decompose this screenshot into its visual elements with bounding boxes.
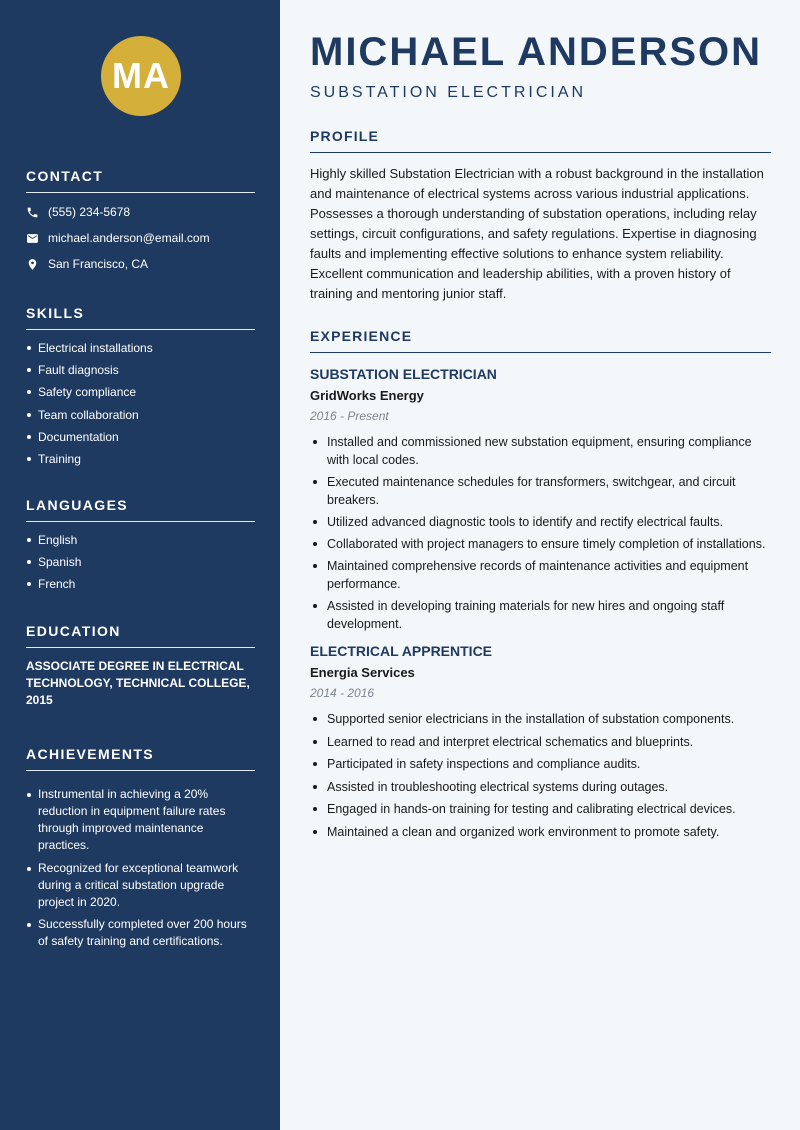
candidate-name: MICHAEL ANDERSON xyxy=(310,30,763,74)
profile-heading: PROFILE xyxy=(310,128,771,153)
skill-item: Training xyxy=(26,448,255,470)
job-entry xyxy=(310,643,771,841)
job-bullet: Assisted in troubleshooting electrical systems during outages. xyxy=(310,778,771,796)
experience-heading: EXPERIENCE xyxy=(310,328,771,353)
languages-list xyxy=(26,529,255,596)
sidebar xyxy=(0,0,280,1130)
experience-section xyxy=(310,328,771,845)
job-bullets xyxy=(310,710,771,841)
education-degree: ASSOCIATE DEGREE IN ELECTRICAL TECHNOLOGY, TECHNICAL COLLEGE, 2015 xyxy=(26,659,250,707)
skills-heading: SKILLS xyxy=(26,305,255,330)
language-item: Spanish xyxy=(26,551,255,573)
achievements-heading: ACHIEVEMENTS xyxy=(26,746,255,771)
job-bullet: Collaborated with project managers to ensure timely completion of installations. xyxy=(310,535,771,553)
profile-section xyxy=(310,128,771,304)
job-role: ELECTRICAL APPRENTICE xyxy=(310,643,493,659)
skills-section xyxy=(26,305,255,470)
skill-item: Fault diagnosis xyxy=(26,359,255,381)
contact-phone-text[interactable]: (555) 234-5678 xyxy=(48,205,131,219)
achievement-item: Instrumental in achieving a 20% reduction in equipment failure rates through improved maintenance practices. xyxy=(26,786,255,854)
avatar xyxy=(101,36,181,116)
job-bullet: Utilized advanced diagnostic tools to identify and rectify electrical faults. xyxy=(310,513,771,531)
job-bullet: Maintained comprehensive records of maintenance activities and equipment performance. xyxy=(310,557,771,593)
job-company: Energia Services xyxy=(310,665,415,680)
job-entry xyxy=(310,366,771,633)
contact-heading: CONTACT xyxy=(26,168,255,193)
skill-item: Safety compliance xyxy=(26,381,255,403)
job-bullet: Executed maintenance schedules for transformers, switchgear, and circuit breakers. xyxy=(310,473,771,509)
job-bullet: Participated in safety inspections and compliance audits. xyxy=(310,755,771,773)
education-heading: EDUCATION xyxy=(26,623,255,648)
contact-location xyxy=(26,251,255,277)
job-bullets xyxy=(310,433,771,633)
job-bullet: Maintained a clean and organized work environment to promote safety. xyxy=(310,823,771,841)
contact-section xyxy=(26,168,255,277)
avatar-initials: MA xyxy=(112,55,170,96)
job-bullet: Supported senior electricians in the installation of substation components. xyxy=(310,710,771,728)
job-bullet: Engaged in hands-on training for testing and calibrating electrical devices. xyxy=(310,800,771,818)
achievement-item: Recognized for exceptional teamwork during a critical substation upgrade project in 2020. xyxy=(26,860,255,911)
achievements-list xyxy=(26,786,255,950)
language-item: French xyxy=(26,573,255,595)
profile-text: Highly skilled Substation Electrician with a robust background in the installation and maintenance of electrical systems across various industrial applications. Possesses a thorough understanding of substation operations, including relay settings, circuit configurations, and safety regulations. Expertise in diagnosing faults and implementing effective solutions to enhance system reliability. Excellent communication and leadership abilities, with a proven history of training and mentoring junior staff. xyxy=(310,166,764,301)
contact-location-text: San Francisco, CA xyxy=(48,257,149,271)
contact-phone xyxy=(26,199,255,225)
job-bullet: Assisted in developing training materials for new hires and ongoing staff development. xyxy=(310,597,771,633)
skill-item: Team collaboration xyxy=(26,404,255,426)
skill-item: Documentation xyxy=(26,426,255,448)
skills-list xyxy=(26,337,255,470)
phone-icon xyxy=(26,206,39,219)
achievement-item: Successfully completed over 200 hours of safety training and certifications. xyxy=(26,916,255,950)
contact-email xyxy=(26,225,255,251)
achievements-section xyxy=(26,746,255,956)
skill-item: Electrical installations xyxy=(26,337,255,359)
job-company: GridWorks Energy xyxy=(310,388,424,403)
contact-email-text[interactable]: michael.anderson@email.com xyxy=(48,231,210,245)
education-section xyxy=(26,623,255,709)
candidate-title: SUBSTATION ELECTRICIAN xyxy=(310,84,587,101)
language-item: English xyxy=(26,529,255,551)
email-icon xyxy=(26,232,39,245)
job-role: SUBSTATION ELECTRICIAN xyxy=(310,366,497,382)
contact-list xyxy=(26,199,255,277)
job-dates: 2016 - Present xyxy=(310,409,389,423)
job-bullet: Learned to read and interpret electrical schematics and blueprints. xyxy=(310,733,771,751)
job-bullet: Installed and commissioned new substation equipment, ensuring compliance with local codes. xyxy=(310,433,771,469)
languages-heading: LANGUAGES xyxy=(26,497,255,522)
languages-section xyxy=(26,497,255,596)
job-dates: 2014 - 2016 xyxy=(310,686,375,700)
location-pin-icon xyxy=(26,258,39,271)
